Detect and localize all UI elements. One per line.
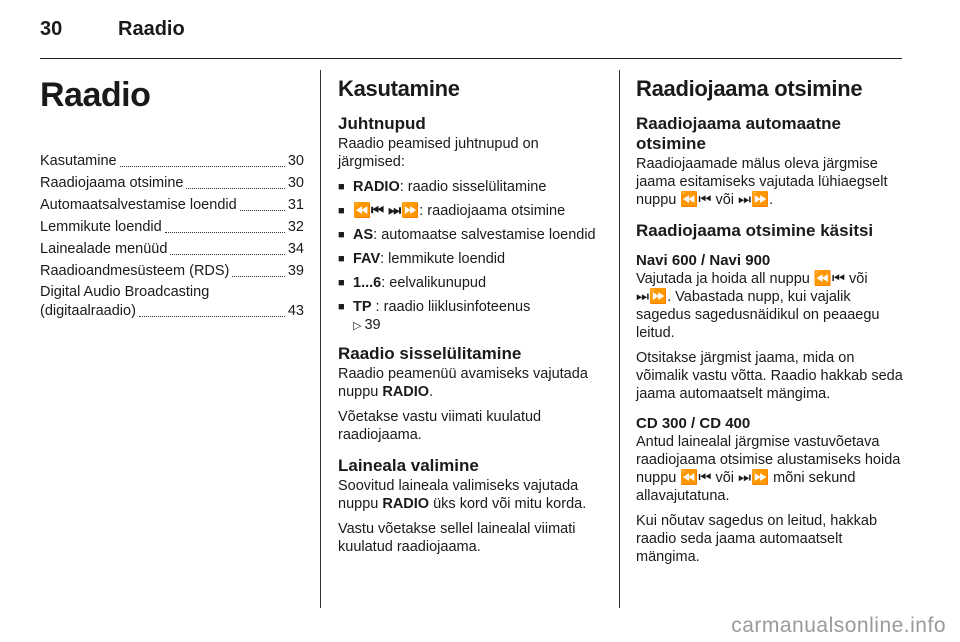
page-ref-icon: ▷ xyxy=(353,320,362,332)
page-ref[interactable]: 39 xyxy=(364,317,381,333)
subheading-controls: Juhtnupud xyxy=(338,114,426,133)
subheading-switch-on: Raadio sisselülitamine xyxy=(338,344,522,363)
toc-leader-dots xyxy=(232,276,284,277)
toc-column xyxy=(40,70,304,323)
control-key: AS xyxy=(353,227,374,243)
toc-entry[interactable] xyxy=(40,173,304,193)
toc-entry[interactable] xyxy=(40,195,304,215)
toc-leader-dots xyxy=(139,316,285,317)
control-desc: : raadio liiklusinfoteenus xyxy=(371,299,531,315)
navi-text-2: Otsitakse järgmist jaama, mida on võimalik vastu võtta. Raadio hakkab seda jaama automaatselt mängima. xyxy=(636,350,903,402)
switch-on-text: Raadio peamenüü avamiseks vajutada nuppu RADIO. xyxy=(338,366,588,400)
toc-entry-page: 31 xyxy=(287,197,304,213)
control-key: RADIO xyxy=(353,179,400,195)
toc-entry-text: Lainealade menüüd xyxy=(40,241,168,257)
toc-entry-text: Automaatsalvestamise loendid xyxy=(40,197,237,213)
band-text: Soovitud laineala valimiseks vajutada nuppu RADIO üks kord või mitu korda. xyxy=(338,478,587,512)
toc-entry[interactable] xyxy=(40,239,304,259)
toc-entry-dab[interactable] xyxy=(40,283,304,321)
switch-on-text-2: Võetakse vastu viimati kuulatud raadiojaama. xyxy=(338,409,542,443)
toc-title: Raadio xyxy=(40,76,151,114)
cd-label: CD 300 / CD 400 xyxy=(636,415,751,432)
control-item xyxy=(338,178,606,196)
toc-entry-page: 34 xyxy=(287,241,304,257)
toc-leader-dots xyxy=(240,210,285,211)
column-divider-1 xyxy=(320,70,321,608)
toc-leader-dots xyxy=(165,232,285,233)
cd-text-2: Kui nõutav sagedus on leitud, hakkab raadio seda jaama automaatselt mängima. xyxy=(636,513,878,565)
chapter-title: Raadio xyxy=(118,18,185,40)
auto-search-text: Raadiojaamade mälus oleva järgmise jaama esitamiseks vajutada lühiaegselt nuppu ⏪⏮ või ⏭⏩. xyxy=(636,156,888,208)
control-item xyxy=(338,274,606,292)
control-item xyxy=(338,250,606,268)
page-number: 30 xyxy=(40,18,63,40)
cd-text-1: Antud lainealal järgmise vastuvõetava raadiojaama otsimise alustamiseks hoida nuppu ⏪⏮ või ⏭⏩ mõni sekund allavajutatuna. xyxy=(636,434,901,504)
toc-entry-page: 30 xyxy=(287,153,304,169)
navi-label: Navi 600 / Navi 900 xyxy=(636,252,771,269)
watermark: carmanualsonline.info xyxy=(731,614,946,637)
control-key: ⏪⏮ ⏭⏩ xyxy=(353,203,420,219)
control-desc: : automaatse salvestamise loendid xyxy=(373,227,596,243)
toc-leader-dots xyxy=(186,188,284,189)
toc-list xyxy=(40,151,304,281)
section-heading-usage: Kasutamine xyxy=(338,76,460,101)
toc-entry-page: 43 xyxy=(287,303,304,319)
control-item xyxy=(338,226,606,244)
search-column xyxy=(636,70,904,573)
toc-entry-text: Raadiojaama otsimine xyxy=(40,175,184,191)
toc-entry-text: Digital Audio Broadcasting xyxy=(40,284,210,300)
toc-entry-text: Raadioandmesüsteem (RDS) xyxy=(40,263,230,279)
toc-leader-dots xyxy=(170,254,284,255)
control-desc: : lemmikute loendid xyxy=(380,251,506,267)
control-item xyxy=(338,298,606,335)
toc-entry-text: Kasutamine xyxy=(40,153,117,169)
toc-entry-page: 39 xyxy=(287,263,304,279)
subheading-auto-search: Raadiojaama automaatne otsimine xyxy=(636,114,842,153)
controls-intro: Raadio peamised juhtnupud on järgmised: xyxy=(338,136,539,170)
control-desc: : eelvalikunupud xyxy=(381,275,487,291)
toc-entry-text: (digitaalraadio) xyxy=(40,303,136,319)
navi-text-1: Vajutada ja hoida all nuppu ⏪⏮ või ⏭⏩. Vabastada nupp, kui vajalik sagedus sagedusnäidikul on peaaegu leitud. xyxy=(636,271,880,341)
radio-key: RADIO xyxy=(382,384,430,400)
toc-leader-dots xyxy=(120,166,285,167)
control-desc: : raadio sisselülitamine xyxy=(399,179,547,195)
toc-entry-text: Lemmikute loendid xyxy=(40,219,162,235)
column-divider-2 xyxy=(619,70,620,608)
toc-entry-page: 32 xyxy=(287,219,304,235)
control-item xyxy=(338,202,606,220)
section-heading-search: Raadiojaama otsimine xyxy=(636,76,863,101)
subheading-band: Laineala valimine xyxy=(338,456,479,475)
subheading-manual-search: Raadiojaama otsimine käsitsi xyxy=(636,221,874,240)
control-key: 1...6 xyxy=(353,275,382,291)
control-key: TP xyxy=(353,299,372,315)
control-key: FAV xyxy=(353,251,381,267)
radio-key: RADIO xyxy=(382,496,430,512)
usage-column xyxy=(338,70,606,563)
header-divider xyxy=(40,58,902,59)
band-text-2: Vastu võetakse sellel lainealal viimati kuulatud raadiojaama. xyxy=(338,521,576,555)
toc-entry[interactable] xyxy=(40,217,304,237)
toc-entry[interactable] xyxy=(40,151,304,171)
controls-list xyxy=(338,178,606,335)
toc-entry-page: 30 xyxy=(287,175,304,191)
page-header xyxy=(40,18,185,48)
control-desc: : raadiojaama otsimine xyxy=(419,203,566,219)
toc-entry[interactable] xyxy=(40,261,304,281)
